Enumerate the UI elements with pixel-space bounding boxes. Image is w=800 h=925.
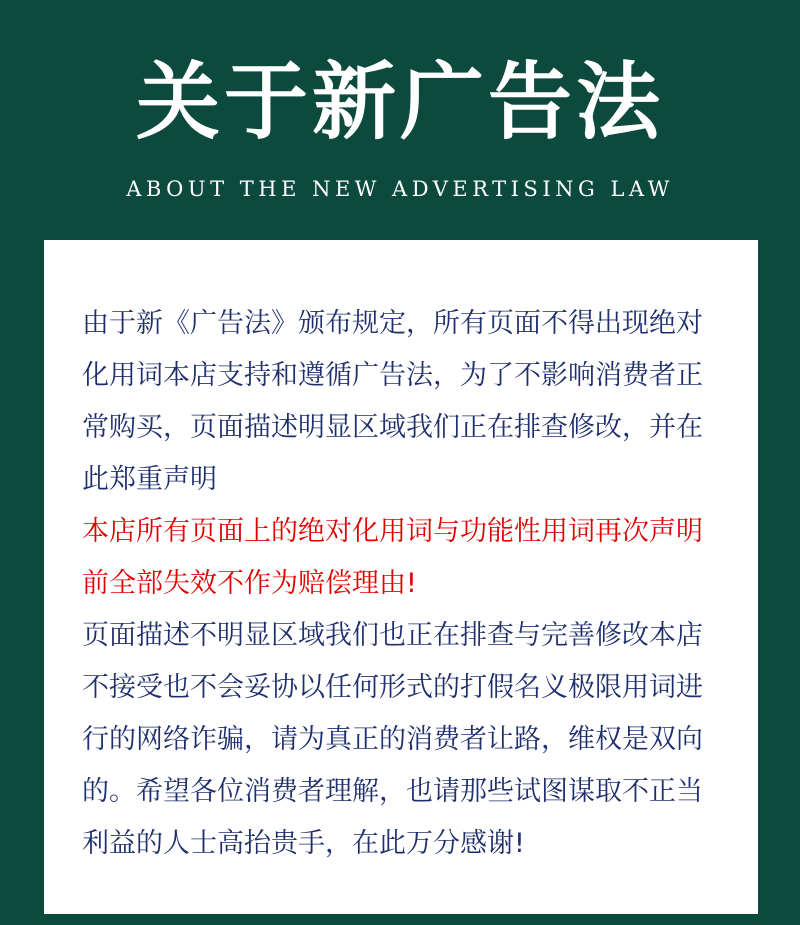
notice-card (44, 240, 758, 914)
page-subtitle: ABOUT THE NEW ADVERTISING LAW (126, 177, 674, 201)
notice-paragraph-1: 由于新《广告法》颁布规定，所有页面不得出现绝对化用词本店支持和遵循广告法，为了不影响消费者正常购买，页面描述明显区域我们正在排查修改，并在此郑重声明 (82, 308, 703, 495)
notice-paragraph-2: 页面描述不明显区域我们也正在排查与完善修改本店不接受也不会妥协以任何形式的打假名义极限用词进行的网络诈骗，请为真正的消费者让路，维权是双向的。希望各位消费者理解，也请那些试图谋取不正当利益的人士高抬贵手，在此万分感谢! (82, 620, 703, 859)
page-title: 关于新广告法 (135, 53, 664, 151)
notice-body (82, 298, 722, 870)
notice-warning: 本店所有页面上的绝对化用词与功能性用词再次声明前全部失效不作为赔偿理由! (82, 516, 703, 599)
